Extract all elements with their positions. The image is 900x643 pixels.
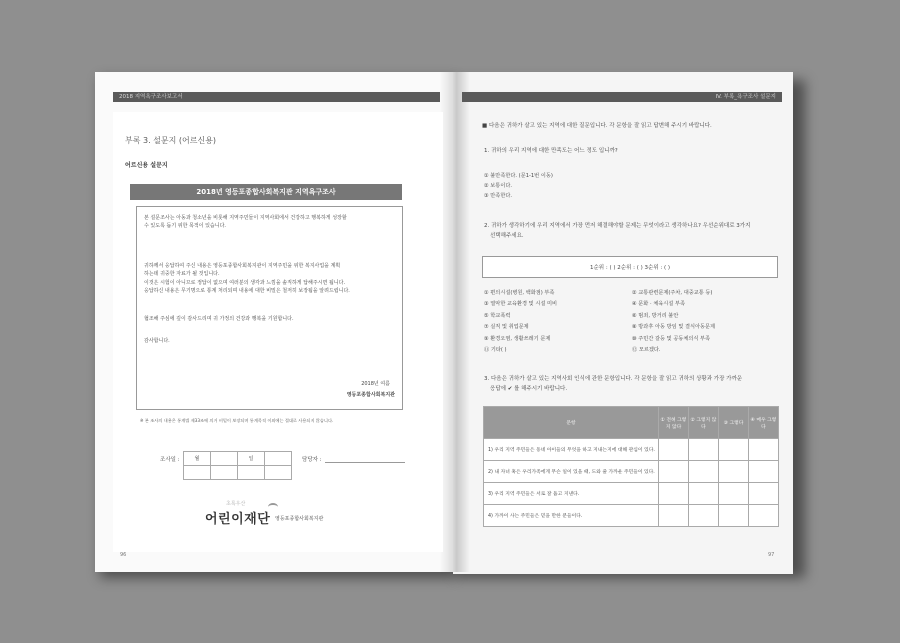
answer-cell[interactable] bbox=[659, 461, 689, 483]
running-header-right: IV. 부록_욕구조사 설문지 bbox=[462, 92, 782, 102]
table-row bbox=[484, 461, 779, 483]
answer-cell[interactable] bbox=[749, 483, 779, 505]
surveyor-input-line[interactable] bbox=[325, 462, 405, 463]
q3-header-col: ② 그렇지 않다 bbox=[689, 407, 719, 439]
logo-organization: 영등포종합사회복지관 bbox=[275, 516, 324, 522]
surveyor-label: 담당자 : bbox=[302, 457, 322, 463]
date-cell[interactable] bbox=[265, 466, 292, 480]
q1-option[interactable]: ③ 만족한다. bbox=[484, 193, 512, 199]
book-gutter bbox=[440, 72, 470, 572]
survey-banner: 2018년 영등포종합사회복지관 지역욕구조사 bbox=[130, 184, 402, 200]
q2-option[interactable]: ⑨ 환경오염, 생활쓰레기 문제 bbox=[484, 336, 551, 342]
q2-option[interactable]: ③ 열악한 교육환경 및 시설 미비 bbox=[484, 301, 558, 307]
question-1: 1. 귀하의 우리 지역에 대한 만족도는 어느 정도 입니까? bbox=[484, 148, 618, 154]
answer-cell[interactable] bbox=[719, 461, 749, 483]
answer-cell[interactable] bbox=[719, 439, 749, 461]
q2-option[interactable]: ⑥ 범죄, 방거리 불안 bbox=[632, 313, 679, 319]
rank-answer-box[interactable]: 1순위 : ( ) 2순위 : ( ) 3순위 : ( ) bbox=[482, 256, 778, 278]
answer-cell[interactable] bbox=[659, 439, 689, 461]
answer-cell[interactable] bbox=[689, 439, 719, 461]
question-3-cont: 응답에 ✔ 를 해주시기 바랍니다. bbox=[490, 386, 568, 392]
q3-item: 4) 가까이 사는 주민들은 믿을 만한 분들이다. bbox=[484, 505, 659, 527]
confidentiality-footnote: ※ 본 조사의 내용은 통계법 제33조에 의거 비밀이 보장되며 통계목적 이외에는 절대로 사용되지 않습니다. bbox=[140, 418, 334, 423]
q2-option[interactable]: ⑤ 학교폭력 bbox=[484, 313, 511, 319]
question-2-cont: 선택해주세요. bbox=[490, 233, 524, 239]
survey-date-grid bbox=[183, 451, 292, 480]
page-number-left: 96 bbox=[120, 552, 127, 558]
table-row bbox=[484, 483, 779, 505]
letter-line: 협조해 주심에 깊이 감사드리며 귀 가정의 건강과 행복을 기원합니다. bbox=[144, 316, 294, 322]
day-label: 일 bbox=[238, 452, 265, 466]
letter-signature: 영등포종합사회복지관 bbox=[346, 392, 395, 398]
answer-cell[interactable] bbox=[689, 461, 719, 483]
letter-line: 귀하께서 응답하여 주신 내용은 영등포종합사회복지관이 지역주민을 위한 복지사업을 계획 bbox=[144, 263, 341, 269]
q3-header-col: ① 전혀 그렇지 않다 bbox=[659, 407, 689, 439]
question-3: 3. 다음은 귀하가 살고 있는 지역사회 인식에 관한 문항입니다. 각 문항을 잘 읽고 귀하의 상황과 가장 가까운 bbox=[484, 376, 743, 382]
questionnaire-subtitle: 어르신용 설문지 bbox=[125, 162, 168, 169]
survey-date-label: 조사일 : bbox=[160, 457, 180, 463]
survey-intro: ■ 다음은 귀하가 살고 있는 지역에 대한 질문입니다. 각 문항을 잘 읽고 답변해 주시기 바랍니다. bbox=[482, 123, 712, 129]
q3-item: 2) 내 자녀 혹은 우리가족에게 무슨 일이 있을 때, 도와 줄 가까운 주민들이 있다. bbox=[484, 461, 659, 483]
answer-cell[interactable] bbox=[749, 461, 779, 483]
running-header-left: 2018 지역욕구조사보고서 bbox=[113, 92, 440, 102]
q3-header-col: ③ 그렇다 bbox=[719, 407, 749, 439]
q1-option[interactable]: ② 보통이다. bbox=[484, 183, 512, 189]
q2-option[interactable]: ⑦ 실직 및 취업문제 bbox=[484, 324, 529, 330]
q2-option[interactable]: ⑩ 주민간 갈등 및 공동체의식 부족 bbox=[632, 336, 711, 342]
q2-option[interactable]: ① 편의시설(병원, 백화점) 부족 bbox=[484, 290, 555, 296]
answer-cell[interactable] bbox=[719, 483, 749, 505]
answer-cell[interactable] bbox=[689, 505, 719, 527]
day-cell[interactable] bbox=[265, 452, 292, 466]
logo-wordmark: 어린이재단 bbox=[205, 512, 271, 527]
date-cell[interactable] bbox=[184, 466, 211, 480]
q2-option[interactable]: ② 교통관련문제(주차, 대중교통 등) bbox=[632, 290, 713, 296]
date-cell[interactable] bbox=[238, 466, 265, 480]
q2-option[interactable]: ④ 문화 · 체육시설 부족 bbox=[632, 301, 685, 307]
q3-item: 1) 우리 지역 주민들은 동네 아이들의 무엇을 하고 지내는지에 대해 관심이 있다. bbox=[484, 439, 659, 461]
table-row bbox=[484, 439, 779, 461]
month-cell[interactable] bbox=[211, 452, 238, 466]
answer-cell[interactable] bbox=[749, 439, 779, 461]
answer-cell[interactable] bbox=[659, 483, 689, 505]
q2-option[interactable]: ⑧ 방과후 아동 방임 및 결식아동문제 bbox=[632, 324, 716, 330]
logo-tagline: 초록우산 bbox=[226, 501, 246, 507]
letter-line: 본 설문조사는 아동과 청소년을 비롯해 지역주민들이 지역사회에서 건강하고 행복하게 성장할 bbox=[144, 215, 347, 221]
q1-option[interactable]: ① 불만족한다. (문1-1번 이동) bbox=[484, 173, 553, 179]
q2-option[interactable]: ⑪ 기타( ) bbox=[484, 347, 507, 353]
question-2: 2. 귀하가 생각하기에 우리 지역에서 가장 먼저 해결해야할 문제는 무엇이라고 생각하나요? 우선순위대로 3가지 bbox=[484, 223, 751, 229]
q2-option[interactable]: ⑫ 모르겠다. bbox=[632, 347, 661, 353]
letter-line: 감사합니다. bbox=[144, 338, 170, 344]
letter-line: 수 있도록 돕기 위한 목적이 있습니다. bbox=[144, 223, 226, 229]
letter-line: 하는데 귀중한 자료가 될 것입니다. bbox=[144, 271, 220, 277]
answer-cell[interactable] bbox=[689, 483, 719, 505]
month-label: 월 bbox=[184, 452, 211, 466]
table-row bbox=[484, 505, 779, 527]
q3-item: 3) 우리 지역 주민들은 서로 잘 돕고 지낸다. bbox=[484, 483, 659, 505]
letter-line: 응답하신 내용은 무기명으로 통계 처리되며 내용에 대한 비밀은 철저히 보장됨을 알려드립니다. bbox=[144, 288, 350, 294]
answer-cell[interactable] bbox=[719, 505, 749, 527]
q3-likert-table bbox=[483, 406, 779, 527]
section-title: 부록 3. 설문지 (어르신용) bbox=[125, 136, 217, 145]
q3-header-item: 문항 bbox=[484, 407, 659, 439]
page-number-right: 97 bbox=[768, 552, 775, 558]
date-cell[interactable] bbox=[211, 466, 238, 480]
answer-cell[interactable] bbox=[659, 505, 689, 527]
q3-header-col: ④ 매우 그렇다 bbox=[749, 407, 779, 439]
letter-date: 2018년 여름 bbox=[361, 381, 390, 387]
letter-line: 이것은 시험이 아니므로 정답이 없으며 여러분의 생각과 느낌을 솔직하게 답해주시면 됩니다. bbox=[144, 280, 346, 286]
answer-cell[interactable] bbox=[749, 505, 779, 527]
